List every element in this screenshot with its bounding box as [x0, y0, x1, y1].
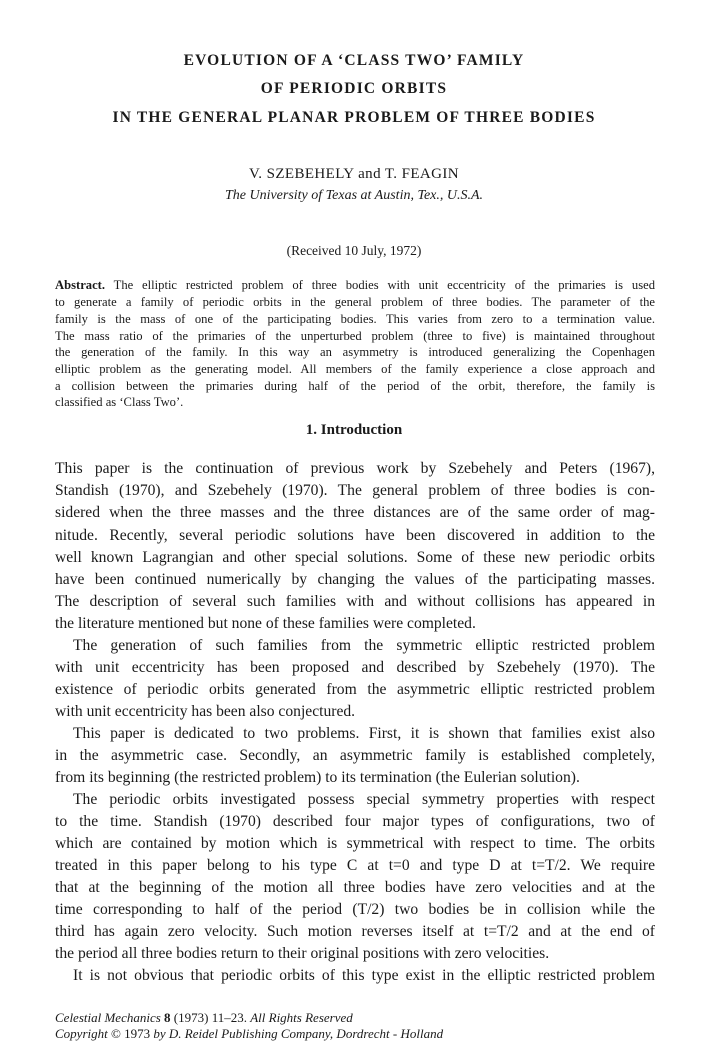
body-line: The periodic orbits investigated possess special symmetry properties with respect [73, 791, 655, 808]
body-line: treated in this paper belong to his type C at t=0 and type D at t=T/2. We require [55, 857, 655, 874]
body-line: which are contained by motion which is symmetrical with respect to time. The orbits [55, 835, 655, 852]
body-line: This paper is dedicated to two problems. First, it is shown that families exist also [73, 725, 655, 742]
body-line: Standish (1970), and Szebehely (1970). The general problem of three bodies is con- [55, 482, 655, 499]
title-line-2: OF PERIODIC ORBITS [260, 80, 448, 97]
abstract-line: classified as ‘Class Two’. [55, 395, 184, 409]
title-line-3: IN THE GENERAL PLANAR PROBLEM OF THREE BODIES [112, 109, 596, 126]
abstract-line: a collision between the primaries during half of the period of the orbit, therefore, the family is [55, 379, 655, 393]
copyright-icon: © [110, 1026, 121, 1041]
abstract-label: Abstract. [55, 278, 106, 292]
section-heading: 1. Introduction [305, 422, 403, 438]
affiliation: The University of Texas at Austin, Tex., U.S.A. [224, 188, 484, 203]
body-line: from its beginning (the restricted problem) to its termination (the Eulerian solution). [55, 769, 580, 786]
received-date: (Received 10 July, 1972) [286, 243, 422, 258]
body-line: third has again zero velocity. Such motion reverses itself at t=T/2 and at the end of [55, 923, 655, 940]
authors: V. SZEBEHELY and T. FEAGIN [249, 166, 459, 182]
abstract-line: elliptic problem as the generating model. All members of the family experience a close approach and [55, 362, 655, 376]
abstract-line: Abstract. The elliptic restricted problem of three bodies with unit eccentricity of the primaries is used [55, 278, 655, 292]
body-line: existence of periodic orbits generated from the asymmetric elliptic restricted problem [55, 681, 655, 698]
body-line: It is not obvious that periodic orbits of this type exist in the elliptic restricted problem [73, 967, 655, 984]
body-line: sidered when the three masses and the three distances are of the same order of mag- [55, 504, 655, 521]
abstract-line: family is the mass of one of the participating bodies. This varies from zero to a termination value. [55, 312, 655, 326]
body-line: well known Lagrangian and other special solutions. Some of these new periodic orbits [55, 549, 655, 566]
body-line: in the asymmetric case. Secondly, an asymmetric family is established completely, [55, 747, 655, 764]
body-line: nitude. Recently, several periodic solutions have been discovered in addition to the [55, 527, 655, 544]
body-line: with unit eccentricity has been proposed and described by Szebehely (1970). The [55, 659, 655, 676]
body-line: the period all three bodies return to their original positions with zero velocities. [55, 945, 550, 962]
abstract-line: The mass ratio of the primaries of the unperturbed problem (three to five) is maintained throughout [55, 329, 655, 343]
abstract-line: to generate a family of periodic orbits in the general problem of three bodies. The parameter of the [55, 295, 655, 309]
body-line: the literature mentioned but none of these families were completed. [55, 615, 476, 632]
body-line: time corresponding to half of the period (T/2) two bodies be in collision while the [55, 901, 655, 918]
abstract-line: the generation of the family. In this way an asymmetry is introduced generalizing the Copenhagen [55, 345, 655, 359]
title-line-1: EVOLUTION OF A ‘CLASS TWO’ FAMILY [183, 52, 525, 69]
body-line: The description of several such families with and without collisions has appeared in [55, 593, 655, 610]
body-line: have been continued numerically by changing the values of the participating masses. [55, 571, 655, 588]
journal-citation: Celestial Mechanics 8 (1973) 11–23. All Rights Reserved [55, 1010, 353, 1025]
copyright-notice: Copyright © 1973 by D. Reidel Publishing Company, Dordrecht - Holland [55, 1026, 444, 1041]
body-line: The generation of such families from the symmetric elliptic restricted problem [73, 637, 655, 654]
body-line: that at the beginning of the motion all three bodies have zero velocities and at the [55, 879, 655, 896]
body-line: This paper is the continuation of previous work by Szebehely and Peters (1967), [55, 460, 655, 477]
body-line: with unit eccentricity has been also conjectured. [55, 703, 356, 720]
body-line: to the time. Standish (1970) described four major types of configurations, two of [55, 813, 655, 830]
